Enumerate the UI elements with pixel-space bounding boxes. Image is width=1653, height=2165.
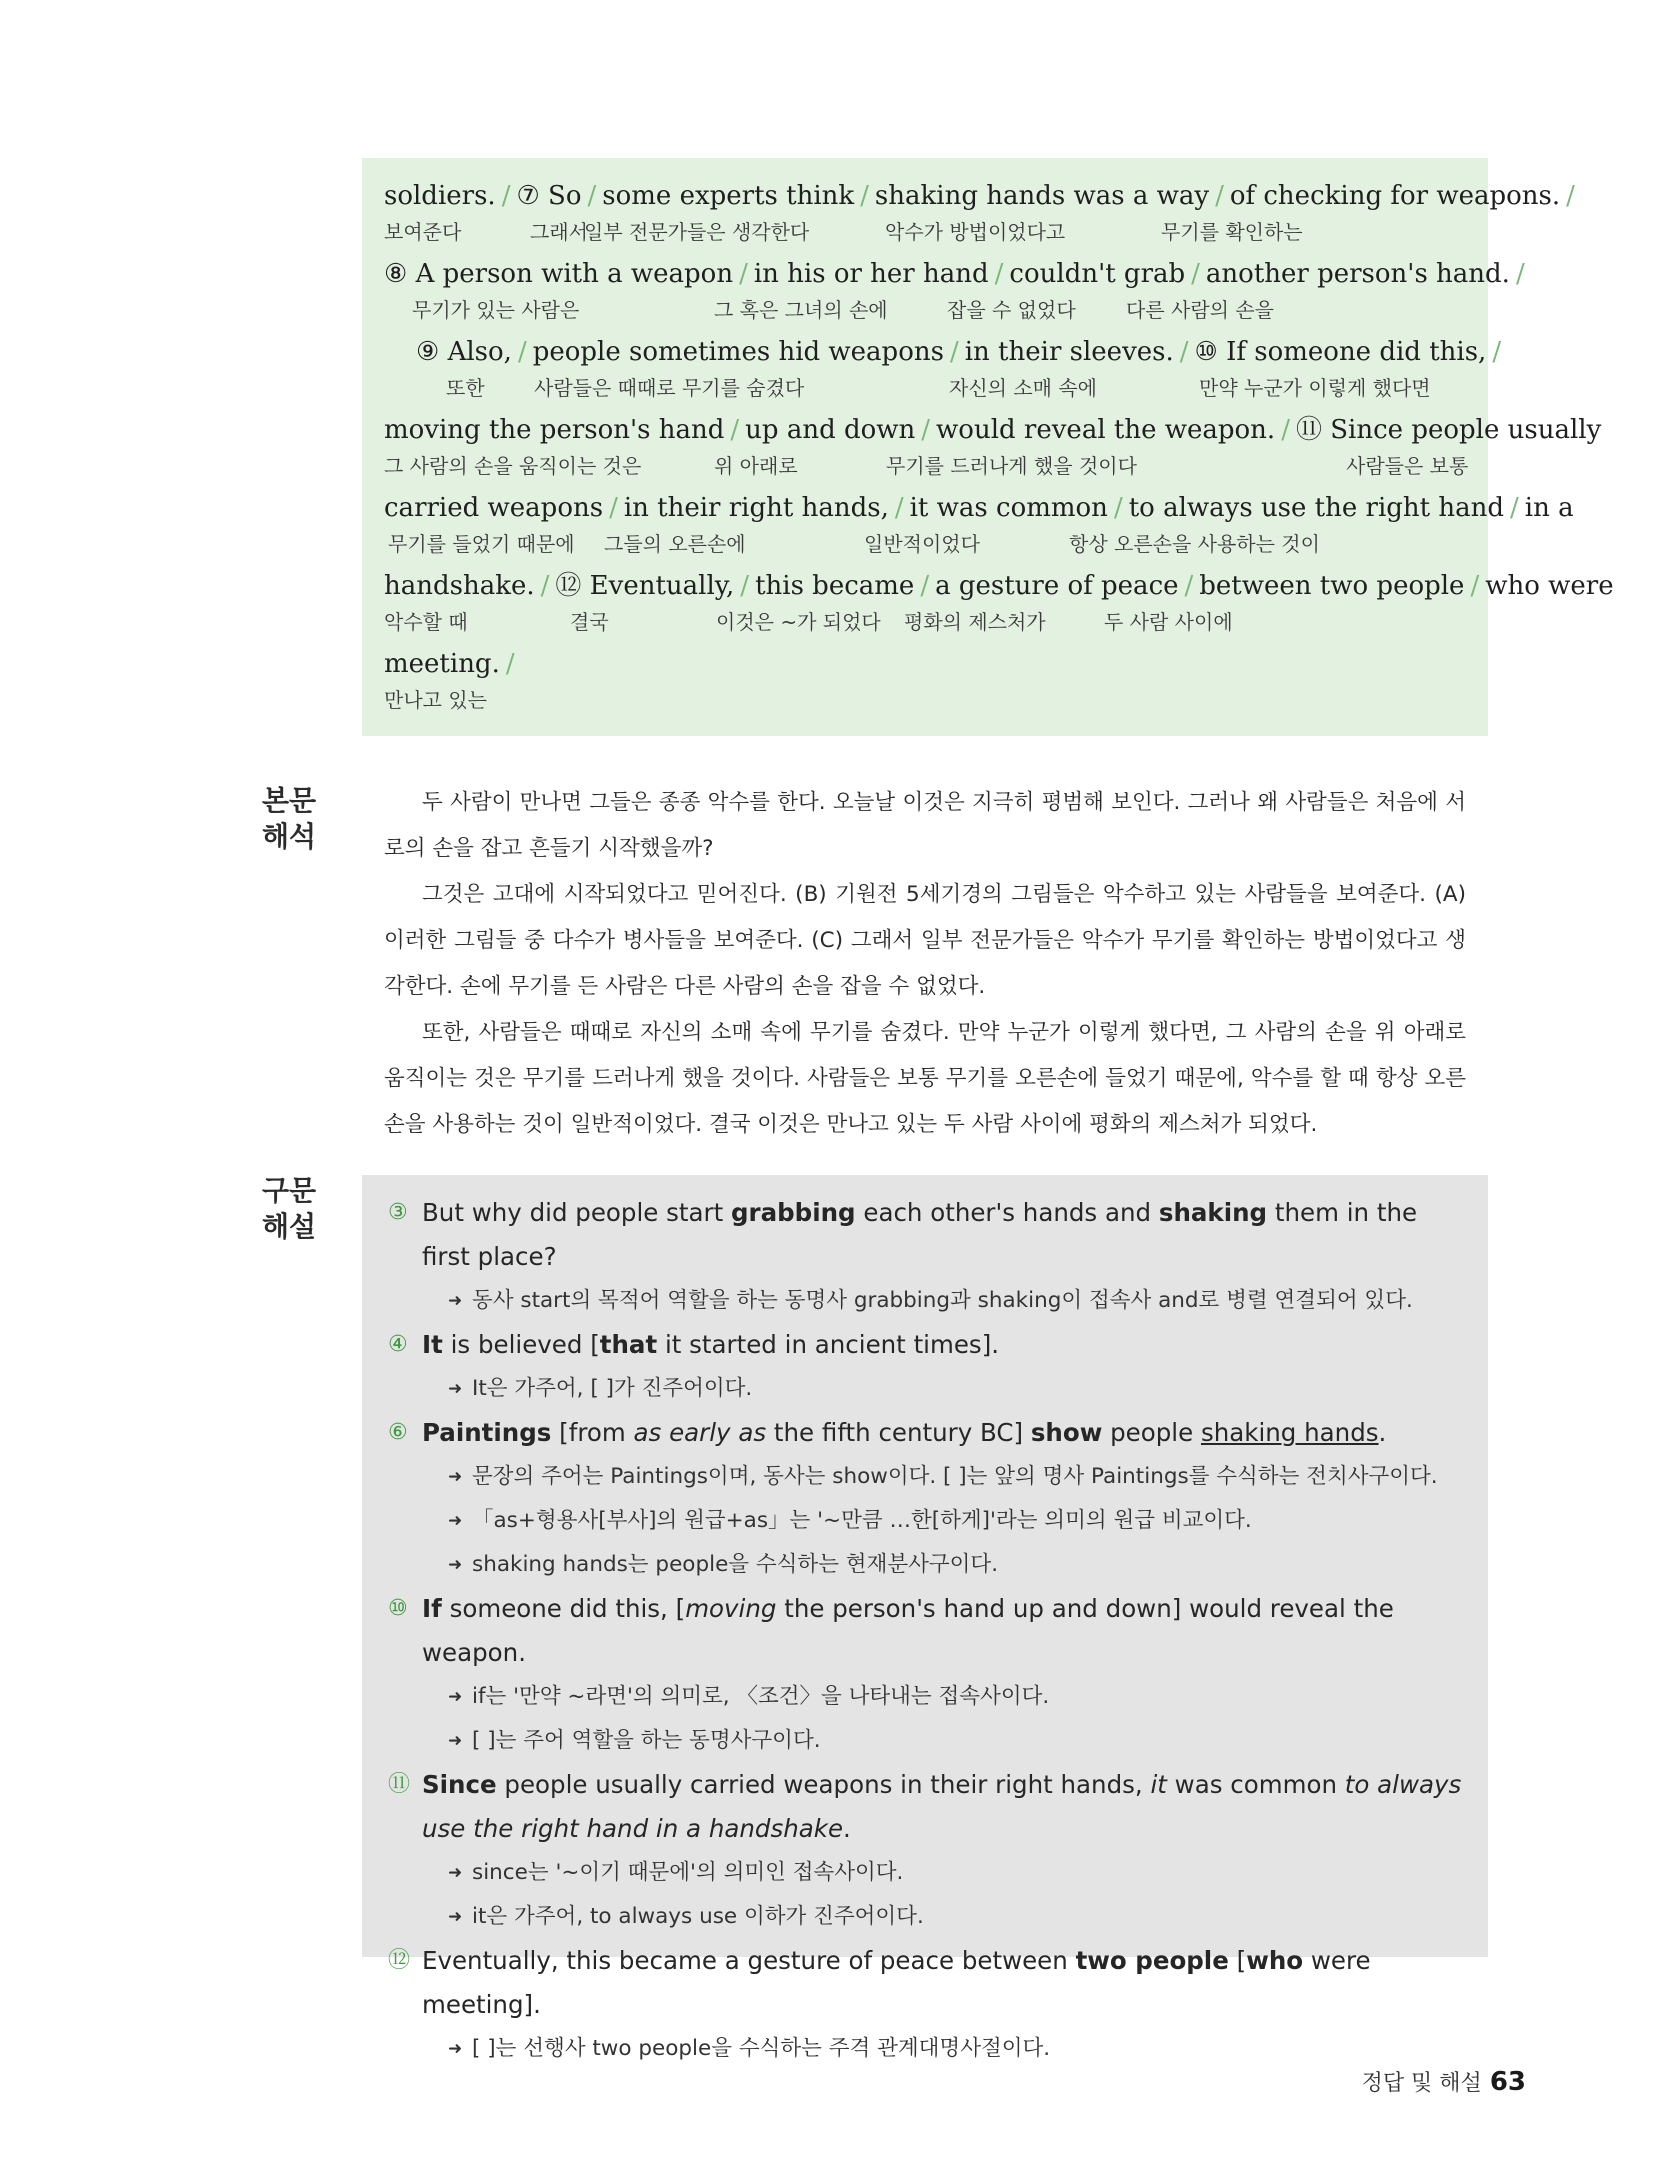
grammar-note: ➜ [ ]는 선행사 two people을 수식하는 주격 관계대명사절이다. <box>388 2027 1468 2071</box>
arrow-right-icon: ➜ <box>448 1907 463 1927</box>
chunk: it was common <box>909 493 1108 523</box>
grammar-item-11: ⑪ Since people usually carried weapons in their right hands, it was common to always use the right hand in a handshake. <box>388 1770 1462 1843</box>
arrow-right-icon: ➜ <box>448 1511 463 1531</box>
gloss: 일부 전문가들은 생각한다 <box>584 220 810 244</box>
gloss: 만약 누군가 이렇게 했다면 <box>1199 376 1431 400</box>
chunk: ⑦ So <box>516 181 582 211</box>
chunk: ⑫ Eventually, <box>555 571 735 601</box>
gloss: 악수할 때 <box>384 610 468 634</box>
gloss: 잡을 수 없었다 <box>947 298 1076 322</box>
gloss: 무기를 드러나게 했을 것이다 <box>886 454 1137 478</box>
chunk: ⑩ If someone did this, <box>1194 337 1487 367</box>
english-chunks: carried weapons / in their right hands, / it was common / to always use the right hand / in a <box>384 490 1466 526</box>
grammar-item-3: ③ But why did people start grabbing each other's hands and shaking them in the first place? <box>388 1198 1418 1271</box>
arrow-right-icon: ➜ <box>448 1379 463 1399</box>
page-number: 63 <box>1489 2067 1526 2097</box>
gloss: 무기를 들었기 때문에 <box>388 532 575 556</box>
page-footer <box>1362 2066 1526 2097</box>
english-chunks: ⑨ Also, / people sometimes hid weapons / in their sleeves. / ⑩ If someone did this, / <box>384 334 1466 370</box>
gloss: 그 사람의 손을 움직이는 것은 <box>384 454 642 478</box>
chunk: up and down <box>745 415 916 445</box>
reading-line-7 <box>384 646 1466 724</box>
korean-glosses <box>384 214 1466 248</box>
gloss: 일반적이었다 <box>864 532 980 556</box>
reading-line-3 <box>384 334 1502 412</box>
english-chunks: moving the person's hand / up and down / would reveal the weapon. / ⑪ Since people usually <box>384 412 1466 448</box>
gloss: 보여준다 <box>384 220 462 244</box>
chunk: handshake. <box>384 571 535 601</box>
gloss: 항상 오른손을 사용하는 것이 <box>1069 532 1320 556</box>
korean-glosses <box>384 526 1466 560</box>
korean-glosses <box>384 448 1469 482</box>
grammar-note: ➜ 「as+형용사[부사]의 원급+as」는 '~만큼 …한[하게]'라는 의미의 원급 비교이다. <box>388 1499 1468 1543</box>
reading-line-5 <box>384 490 1574 568</box>
gloss: 만나고 있는 <box>384 688 487 712</box>
chunk: a gesture of peace <box>935 571 1179 601</box>
arrow-right-icon: ➜ <box>448 1555 463 1575</box>
chunk: in a <box>1524 493 1574 523</box>
arrow-right-icon: ➜ <box>448 1687 463 1707</box>
chunk: shaking hands was a way <box>874 181 1210 211</box>
chunk: people sometimes hid weapons <box>532 337 944 367</box>
gloss: 그 혹은 그녀의 손에 <box>714 298 888 322</box>
gloss: 다른 사람의 손을 <box>1126 298 1274 322</box>
chunk: ⑨ Also, <box>416 337 512 367</box>
grammar-note: ➜ 문장의 주어는 Paintings이며, 동사는 show이다. [ ]는 앞의 명사 Paintings를 수식하는 전치사구이다. <box>388 1455 1468 1499</box>
gloss: 평화의 제스처가 <box>904 610 1046 634</box>
grammar-item-6: ⑥ Paintings [from as early as the fifth century BC] show people shaking hands. <box>388 1418 1387 1447</box>
chunk: to always use the right hand <box>1128 493 1505 523</box>
translation-paragraph: 두 사람이 만나면 그들은 종종 악수를 한다. 오늘날 이것은 지극히 평범해 보인다. 그러나 왜 사람들은 처음에 서로의 손을 잡고 흔들기 시작했을까? <box>384 790 1466 861</box>
gloss: 악수가 방법이었다고 <box>885 220 1066 244</box>
english-chunks: handshake. / ⑫ Eventually, / this became / a gesture of peace / between two people / who were <box>384 568 1466 604</box>
reading-line-6 <box>384 568 1614 646</box>
grammar-note: ➜ it은 가주어, to always use 이하가 진주어이다. <box>388 1895 1468 1939</box>
grammar-note: ➜ if는 '만약 ~라면'의 의미로, 〈조건〉을 나타내는 접속사이다. <box>388 1675 1468 1719</box>
gloss: 두 사람 사이에 <box>1104 610 1233 634</box>
gloss: 그들의 오른손에 <box>604 532 746 556</box>
grammar-note: ➜ shaking hands는 people을 수식하는 현재분사구이다. <box>388 1543 1468 1587</box>
english-chunks: soldiers. / ⑦ So / some experts think / shaking hands was a way / of checking for weapons. / <box>384 178 1466 214</box>
arrow-right-icon: ➜ <box>448 1863 463 1883</box>
chunk: another person's hand. <box>1205 259 1510 289</box>
gloss: 사람들은 보통 <box>1346 454 1469 478</box>
chunk: some experts think <box>602 181 855 211</box>
reading-line-4 <box>384 412 1602 490</box>
chunk: would reveal the weapon. <box>936 415 1276 445</box>
english-chunks: meeting. / <box>384 646 1466 682</box>
chunk: of checking for weapons. <box>1229 181 1561 211</box>
chunk: soldiers. <box>384 181 496 211</box>
chunk: meeting. <box>384 649 500 679</box>
english-chunks: ⑧ A person with a weapon / in his or her hand / couldn't grab / another person's hand. / <box>384 256 1466 292</box>
gloss: 무기를 확인하는 <box>1161 220 1303 244</box>
gloss: 결국 <box>570 610 609 634</box>
korean-translation <box>384 780 1466 1148</box>
chunk: couldn't grab <box>1009 259 1186 289</box>
reading-line-1 <box>384 178 1575 256</box>
grammar-item-10: ⑩ If someone did this, [moving the person's hand up and down] would reveal the weapon. <box>388 1594 1394 1667</box>
chunk: in their right hands, <box>623 493 889 523</box>
gloss: 그래서 <box>530 220 588 244</box>
grammar-note: ➜ 동사 start의 목적어 역할을 하는 동명사 grabbing과 shaking이 접속사 and로 병렬 연결되어 있다. <box>388 1279 1468 1323</box>
grammar-item-12: ⑫ Eventually, this became a gesture of peace between two people [who were meeting]. <box>388 1946 1371 2019</box>
grammar-label: 구문 해설 <box>262 1174 317 1243</box>
translation-paragraph: 또한, 사람들은 때때로 자신의 소매 속에 무기를 숨겼다. 만약 누군가 이렇게 했다면, 그 사람의 손을 위 아래로 움직이는 것은 무기를 드러나게 했을 것이다. 사람들은 보통 무기를 오른손에 들었기 때문에, 악수를 할 때 항상 오른손을 사용하는 것이 일반적이었다. 결국 이것은 만나고 있는 두 사람 사이에 평화의 제스처가 되었다. <box>384 1020 1466 1137</box>
grammar-note: ➜ It은 가주어, [ ]가 진주어이다. <box>388 1367 1468 1411</box>
reading-line-2 <box>384 256 1525 334</box>
gloss: 또한 <box>446 376 485 400</box>
korean-glosses <box>384 604 1466 638</box>
gloss: 무기가 있는 사람은 <box>412 298 580 322</box>
grammar-item-4: ④ It is believed [that it started in ancient times]. <box>388 1330 1000 1359</box>
grammar-note: ➜ since는 '~이기 때문에'의 의미인 접속사이다. <box>388 1851 1468 1895</box>
chunk: who were <box>1485 571 1614 601</box>
arrow-right-icon: ➜ <box>448 1467 463 1487</box>
gloss: 이것은 ~가 되었다 <box>716 610 881 634</box>
arrow-right-icon: ➜ <box>448 1291 463 1311</box>
grammar-note: ➜ [ ]는 주어 역할을 하는 동명사구이다. <box>388 1719 1468 1763</box>
gloss: 자신의 소매 속에 <box>949 376 1097 400</box>
footer-label: 정답 및 해설 <box>1361 2071 1482 2096</box>
korean-glosses <box>384 370 1466 404</box>
korean-glosses <box>384 682 1466 716</box>
chunk: carried weapons <box>384 493 604 523</box>
chunk: in his or her hand <box>753 259 989 289</box>
translation-paragraph: 그것은 고대에 시작되었다고 믿어진다. (B) 기원전 5세기경의 그림들은 악수하고 있는 사람들을 보여준다. (A) 이러한 그림들 중 다수가 병사들을 보여준다. (C) 그래서 일부 전문가들은 악수가 무기를 확인하는 방법이었다고 생각한다. 손에 무기를 든 사람은 다른 사람의 손을 잡을 수 없었다. <box>384 882 1466 999</box>
chunk: moving the person's hand <box>384 415 725 445</box>
chunk: between two people <box>1199 571 1465 601</box>
chunk-reading-box <box>362 158 1614 736</box>
chunk: in their sleeves. <box>964 337 1174 367</box>
korean-glosses <box>384 292 1466 326</box>
chunk: ⑧ A person with a weapon <box>384 259 734 289</box>
chunk: ⑪ Since people usually <box>1295 415 1602 445</box>
translation-label: 본문 해석 <box>262 784 317 853</box>
gloss: 사람들은 때때로 무기를 숨겼다 <box>534 376 805 400</box>
grammar-notes-box <box>362 1175 1488 2061</box>
gloss: 위 아래로 <box>714 454 798 478</box>
arrow-right-icon: ➜ <box>448 1731 463 1751</box>
arrow-right-icon: ➜ <box>448 2039 463 2059</box>
chunk: this became <box>755 571 915 601</box>
